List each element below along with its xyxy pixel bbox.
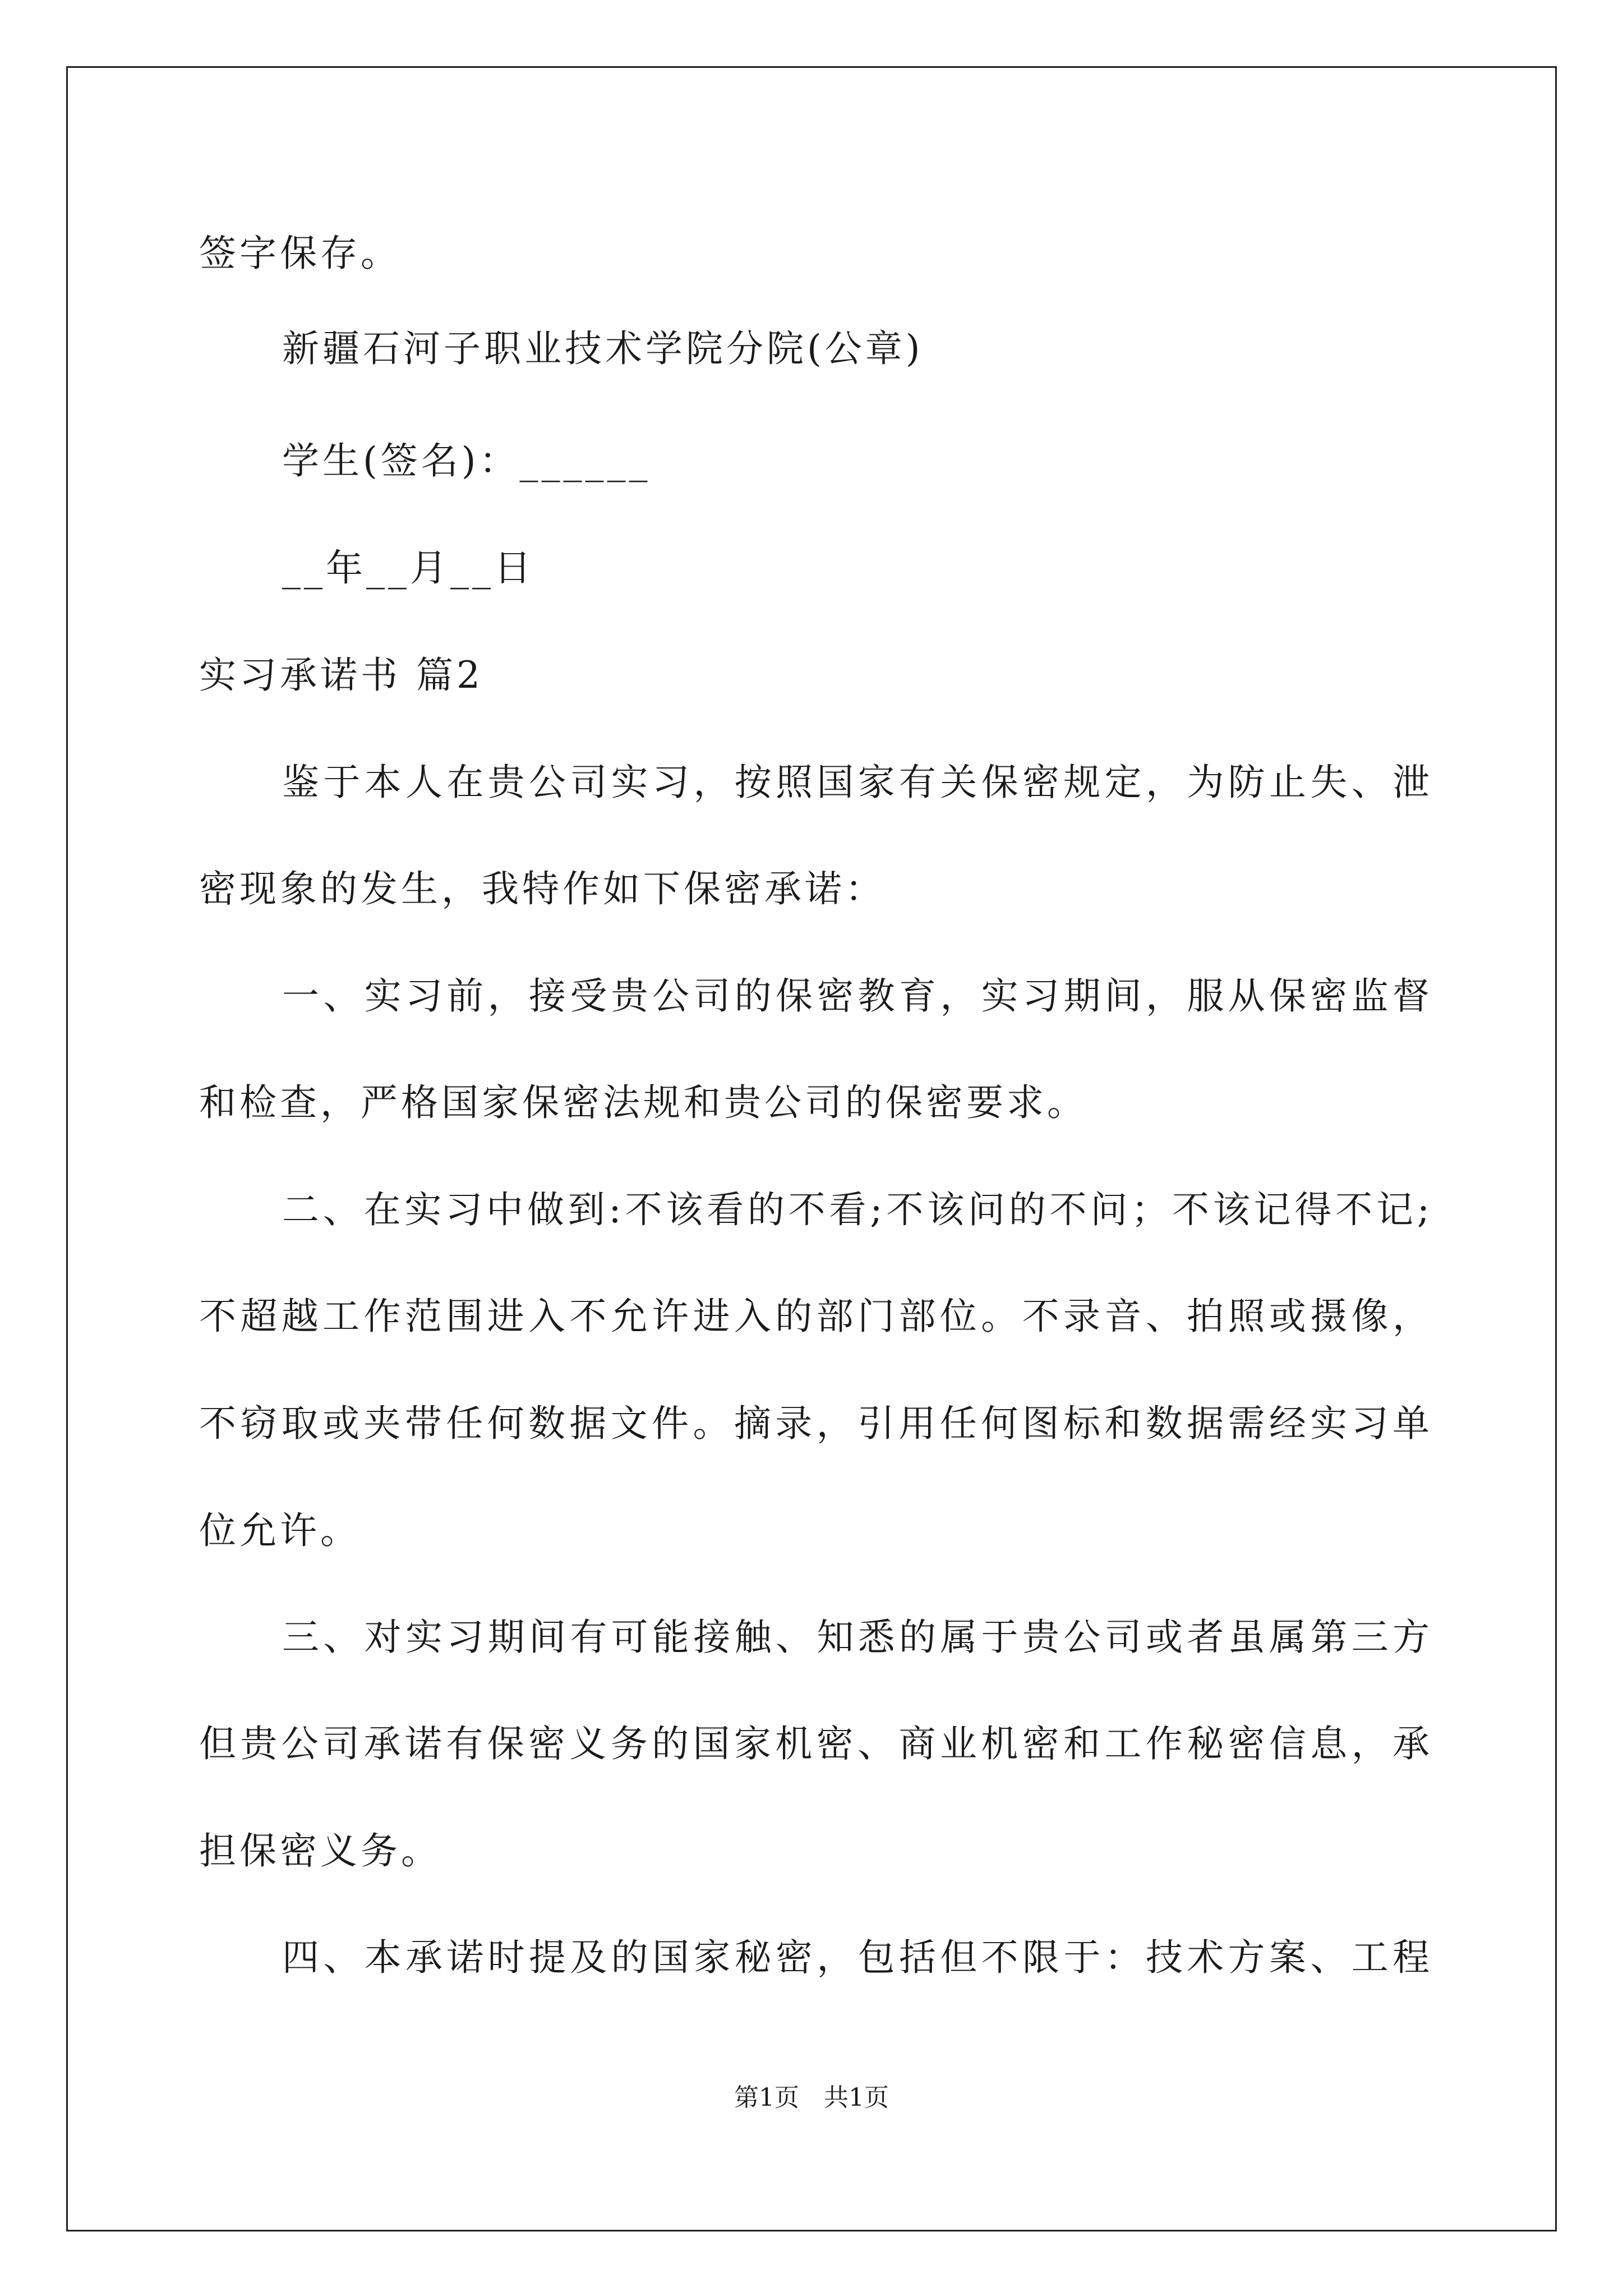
page-number-footer: 第1页 共1页: [734, 2083, 889, 2112]
paragraph-line: 二、在实习中做到:不该看的不看;不该问的不问；不该记得不记;: [282, 1188, 1433, 1231]
paragraph-line: 和检查，严格国家保密法规和贵公司的保密要求。: [199, 1081, 1087, 1124]
paragraph-line: 密现象的发生，我特作如下保密承诺：: [199, 867, 886, 910]
paragraph-line: 但贵公司承诺有保密义务的国家机密、商业机密和工作秘密信息，承: [199, 1722, 1433, 1765]
text-line-student-signature: 学生(签名)：______: [282, 439, 651, 482]
paragraph-line: 位允许。: [199, 1509, 361, 1552]
paragraph-line: 三、对实习期间有可能接触、知悉的属于贵公司或者虽属第三方: [282, 1616, 1433, 1659]
section-heading: 实习承诺书 篇2: [199, 654, 483, 697]
text-line-sign-save: 签字保存。: [199, 232, 401, 275]
paragraph-line: 不超越工作范围进入不允许进入的部门部位。不录音、拍照或摄像，: [199, 1295, 1433, 1338]
page-border: [66, 66, 1557, 2231]
paragraph-line: 一、实习前，接受贵公司的保密教育，实习期间，服从保密监督: [282, 974, 1433, 1018]
paragraph-line: 四、本承诺时提及的国家秘密，包括但不限于：技术方案、工程: [282, 1936, 1433, 1979]
paragraph-line: 担保密义务。: [199, 1829, 441, 1872]
text-line-date: __年__月__日: [282, 546, 534, 590]
text-line-institution-seal: 新疆石河子职业技术学院分院(公章): [282, 327, 924, 370]
paragraph-line: 不窃取或夹带任何数据文件。摘录，引用任何图标和数据需经实习单: [199, 1402, 1433, 1445]
paragraph-line: 鉴于本人在贵公司实习，按照国家有关保密规定，为防止失、泄: [282, 761, 1433, 804]
